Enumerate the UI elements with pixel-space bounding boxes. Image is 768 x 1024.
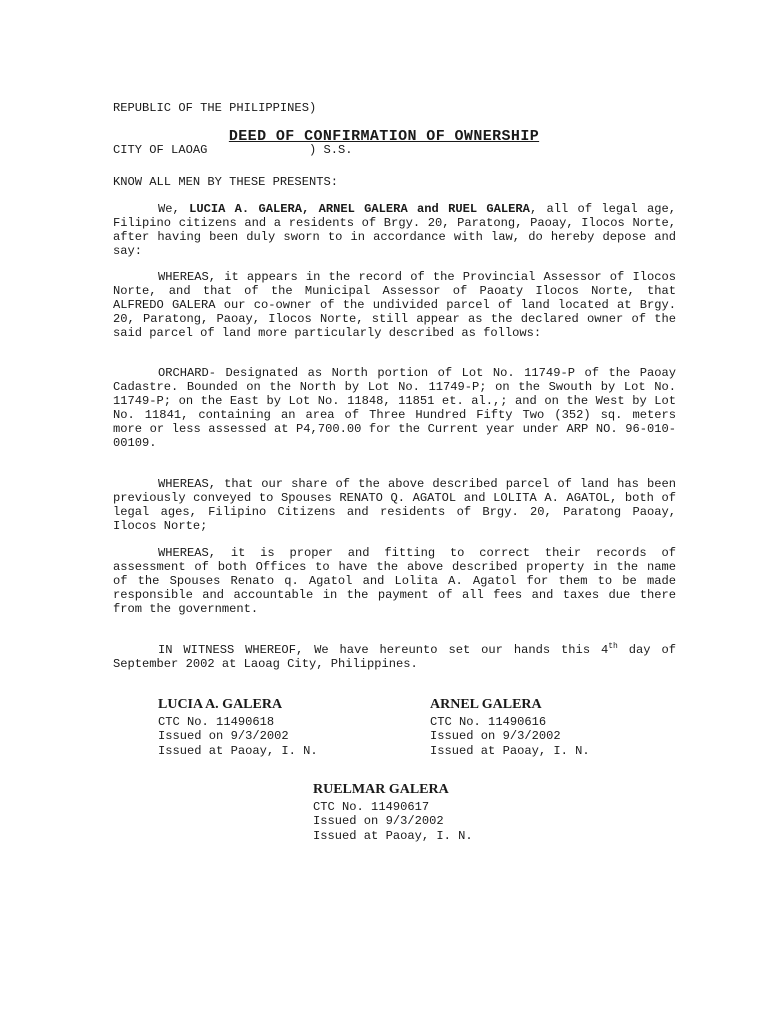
signatory-name: ARNEL GALERA [430,697,542,712]
ctc-number: CTC No. 11490616 [430,714,547,729]
witness-text-start: IN WITNESS WHEREOF, We have hereunto set our hands this 4 [158,643,609,657]
issued-on: Issued on 9/3/2002 [313,814,444,828]
caption-line-1: REPUBLIC OF THE PHILIPPINES) [113,101,317,115]
signature-block-arnel [430,698,590,758]
issued-at: Issued at Paoay, I. N. [158,743,318,758]
caption-line-2: CITY OF LAOAG ) S.S. [113,143,353,157]
issued-on: Issued on 9/3/2002 [158,729,289,743]
ctc-number: CTC No. 11490617 [313,799,430,814]
issued-at: Issued at Paoay, I. N. [313,828,473,843]
parties-details: , all of legal age, Filipino citizens and a residents of Brgy. 20, Paratong, Paoay, Ilocos Norte, after having been duly sworn to in accordance with law, do hereby depose and say: [113,202,676,258]
issued-on: Issued on 9/3/2002 [430,729,561,743]
ctc-number: CTC No. 11490618 [158,714,275,729]
paragraph-property-description: ORCHARD- Designated as North portion of Lot No. 11749-P of the Paoay Cadastre. Bounded on the North by Lot No. 11749-P; on the Swouth by Lot No. 11749-P; on the East by Lot No. 11848, 11851 et. al.,; and on the West by Lot No. 11841, containing an area of Three Hundred Fifty Two (352) sq. meters more or less assessed at P4,700.00 for the Current year under ARP NO. 96-010-00109. [113,366,676,450]
document-title: DEED OF CONFIRMATION OF OWNERSHIP [228,128,540,145]
paragraph-whereas-correction: WHEREAS, it is proper and fitting to correct their records of assessment of both Offices to have the above described property in the name of the Spouses Renato q. Agatol and Lolita A. Agatol for them to be made responsible and accountable in the payment of all fees and taxes due there from the government. [113,546,676,616]
ordinal-suffix: th [608,641,618,651]
paragraph-witness [113,643,676,671]
signature-block-ruelmar [313,783,473,843]
signatory-name: LUCIA A. GALERA [158,697,283,712]
signatory-name: RUELMAR GALERA [313,782,449,797]
opening-line: KNOW ALL MEN BY THESE PRESENTS: [113,175,338,189]
parties-names: LUCIA A. GALERA, ARNEL GALERA and RUEL GALERA [189,202,530,216]
signature-block-lucia [158,698,318,758]
paragraph-parties [113,202,676,258]
witness-text-end: day of September 2002 at Laoag City, Philippines. [113,643,676,671]
paragraph-whereas-conveyance: WHEREAS, that our share of the above described parcel of land has been previously conveyed to Spouses RENATO Q. AGATOL and LOLITA A. AGATOL, both of legal ages, Filipino Citizens and residents of Brgy. 20, Paratong Paoay, Ilocos Norte; [113,477,676,533]
parties-intro: We, [158,202,190,216]
paragraph-whereas-record: WHEREAS, it appears in the record of the Provincial Assessor of Ilocos Norte, and that of the Municipal Assessor of Paoaty Ilocos Norte, that ALFREDO GALERA our co-owner of the undivided parcel of land located at Brgy. 20, Paratong, Paoay, Ilocos Norte, still appear as the declared owner of the said parcel of land more particularly described as follows: [113,270,676,340]
issued-at: Issued at Paoay, I. N. [430,743,590,758]
